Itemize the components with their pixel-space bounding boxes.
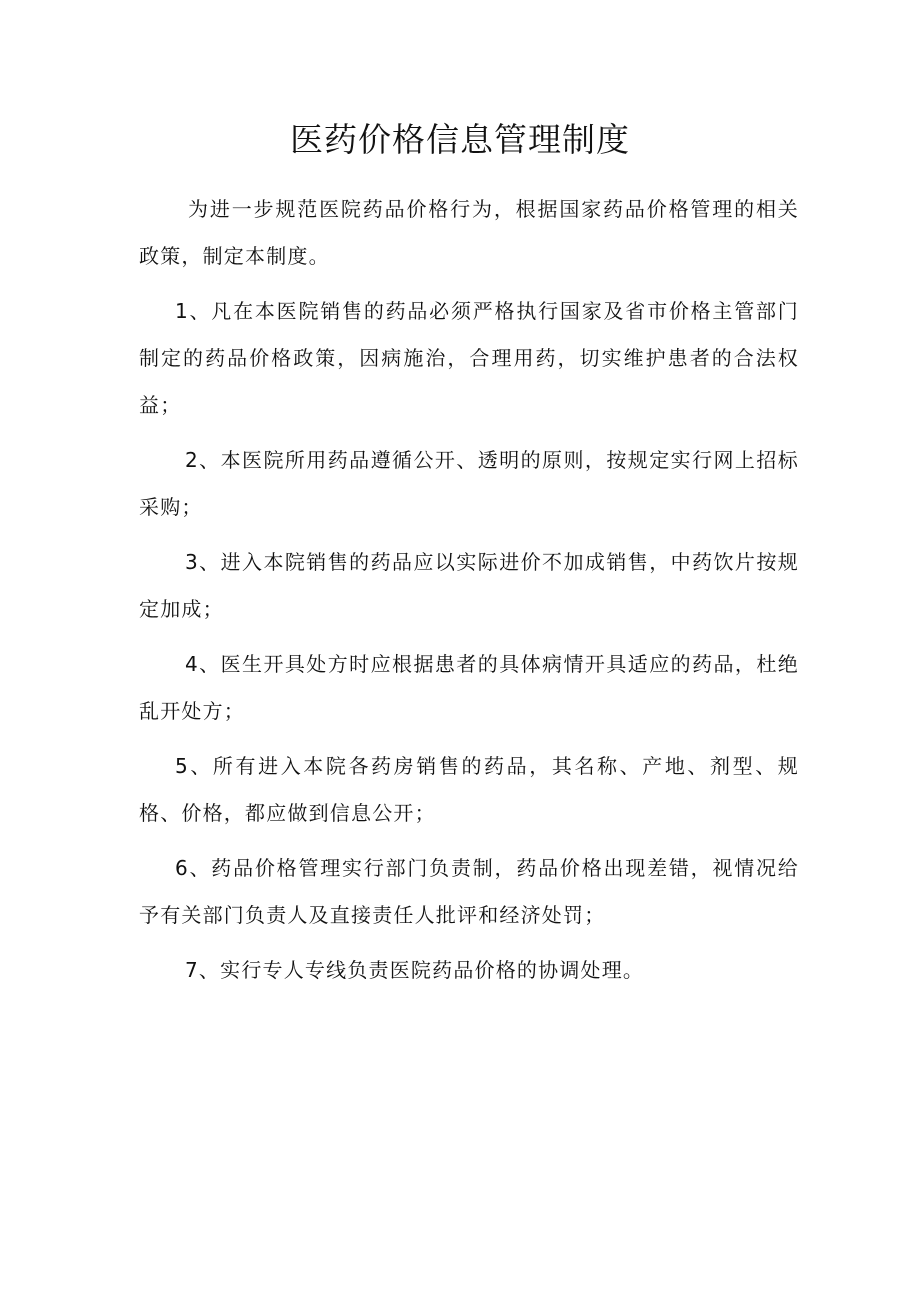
intro-paragraph: 为进一步规范医院药品价格行为，根据国家药品价格管理的相关政策，制定本制度。 (139, 197, 799, 268)
rule-paragraph-1: 1、凡在本医院销售的药品必须严格执行国家及省市价格主管部门制定的药品价格政策，因病施治，合理用药，切实维护患者的合法权益； (139, 299, 799, 417)
document-body (139, 186, 799, 1002)
rule-paragraph-3: 3、进入本院销售的药品应以实际进价不加成销售，中药饮片按规定加成； (139, 550, 799, 621)
rule-paragraph-6: 6、药品价格管理实行部门负责制，药品价格出现差错，视情况给予有关部门负责人及直接责任人批评和经济处罚； (139, 856, 799, 927)
document-title: 医药价格信息管理制度 (290, 120, 630, 159)
rule-paragraph-7: 7、实行专人专线负责医院药品价格的协调处理。 (185, 958, 645, 982)
rule-paragraph-2: 2、本医院所用药品遵循公开、透明的原则，按规定实行网上招标采购； (139, 448, 799, 519)
rule-paragraph-4: 4、医生开具处方时应根据患者的具体病情开具适应的药品，杜绝乱开处方； (139, 652, 799, 723)
rule-paragraph-5: 5、所有进入本院各药房销售的药品，其名称、产地、剂型、规格、价格，都应做到信息公开； (139, 754, 799, 825)
